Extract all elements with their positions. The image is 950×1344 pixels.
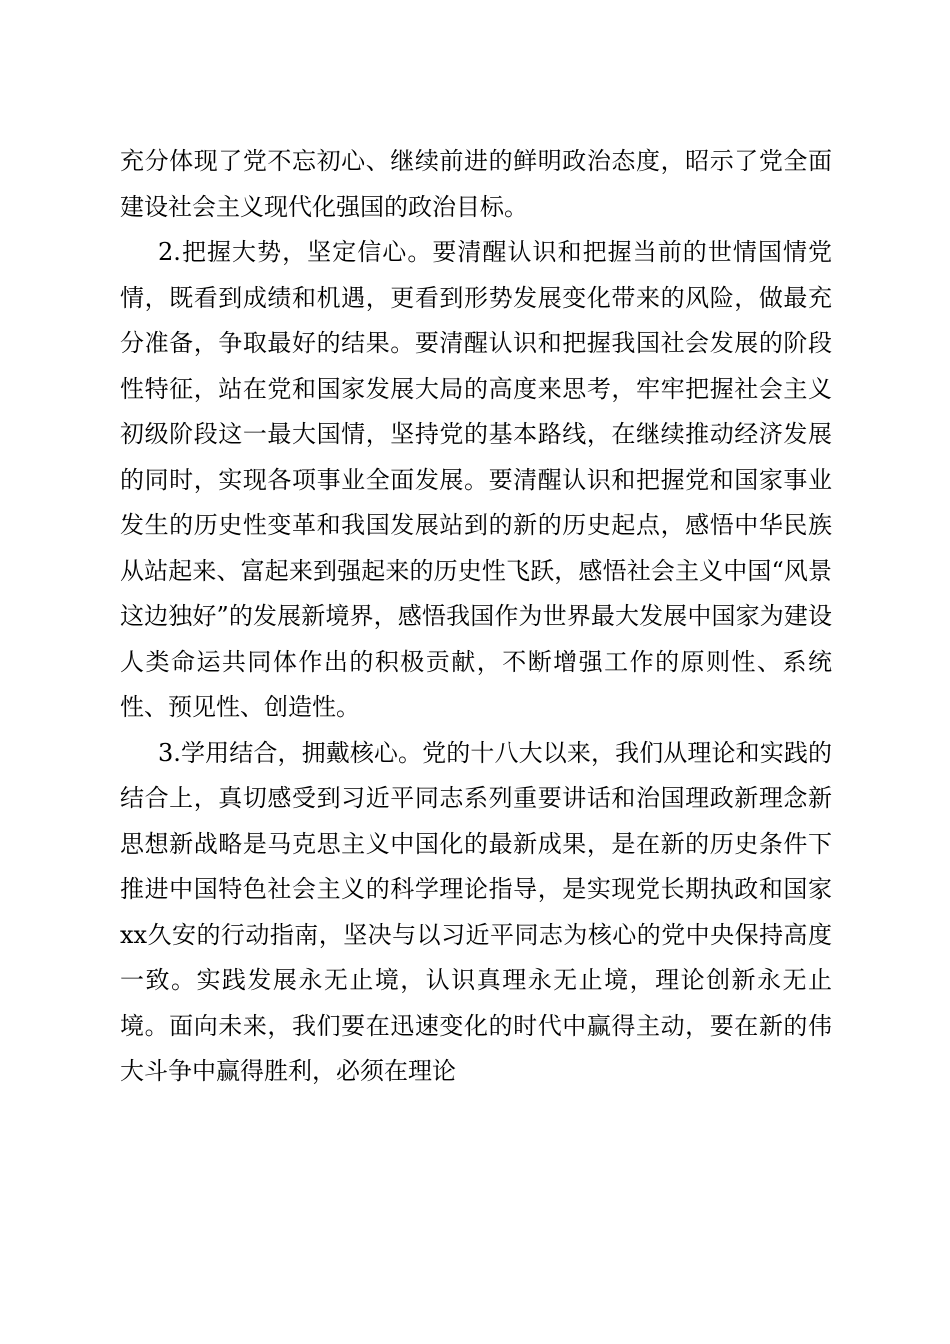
document-body xyxy=(120,139,832,1095)
paragraph-2-grasp-trends: 2.把握大势，坚定信心。要清醒认识和把握当前的世情国情党情，既看到成绩和机遇，更看到形势发展变化带来的风险，做最充分准备，争取最好的结果。要清醒认识和把握我国社会发展的阶段性特征，站在党和国家发展大局的高度来思考，牢牢把握社会主义初级阶段这一最大国情，坚持党的基本路线，在继续推动经济发展的同时，实现各项事业全面发展。要清醒认识和把握党和国家事业发生的历史性变革和我国发展站到的新的历史起点，感悟中华民族从站起来、富起来到强起来的历史性飞跃，感悟社会主义中国“风景这边独好”的发展新境界，感悟我国作为世界最大发展中国家为建设人类命运共同体作出的积极贡献，不断增强工作的原则性、系统性、预见性、创造性。 xyxy=(120,238,832,721)
paragraph-continuation: 充分体现了党不忘初心、继续前进的鲜明政治态度，昭示了党全面建设社会主义现代化强国的政治目标。 xyxy=(120,147,832,221)
paragraph-3-study-and-apply: 3.学用结合，拥戴核心。党的十八大以来，我们从理论和实践的结合上，真切感受到习近平同志系列重要讲话和治国理政新理念新思想新战略是马克思主义中国化的最新成果，是在新的历史条件下推进中国特色社会主义的科学理论指导，是实现党长期执政和国家xx久安的行动指南，坚决与以习近平同志为核心的党中央保持高度一致。实践发展永无止境，认识真理永无止境，理论创新永无止境。面向未来，我们要在迅速变化的时代中赢得主动，要在新的伟大斗争中赢得胜利，必须在理论 xyxy=(120,738,832,1085)
